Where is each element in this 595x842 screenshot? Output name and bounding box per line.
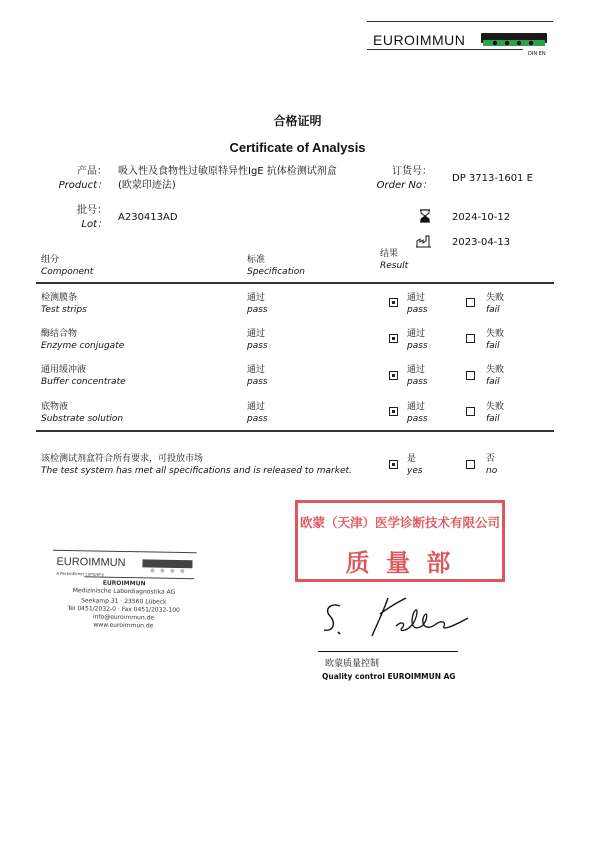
row-spec-en: pass: [247, 305, 268, 315]
hourglass-icon: [419, 208, 431, 227]
stamp-brand: EUROIMMUN: [56, 555, 126, 570]
fail-checkbox[interactable]: [466, 298, 475, 307]
table-bottom-rule: [36, 430, 554, 432]
fail-label-en: fail: [486, 377, 500, 387]
product-label-en: Product：: [58, 180, 107, 191]
row-spec-cn: 通过: [247, 293, 266, 303]
pass-label-en: pass: [407, 377, 428, 387]
pass-label-en: pass: [407, 305, 428, 315]
header-component-en: Component: [41, 267, 94, 277]
row-spec-en: pass: [247, 341, 268, 351]
pass-checkbox[interactable]: [389, 298, 398, 307]
stamp-line1: Medizinische Labordiagnostika AG: [72, 587, 176, 596]
stamp-logo-icon: [142, 559, 192, 568]
fail-checkbox[interactable]: [466, 407, 475, 416]
table-top-rule: [36, 282, 554, 284]
pass-label-cn: 通过: [407, 365, 426, 375]
header-bottom-rule: [367, 49, 523, 50]
row-component-en: Substrate solution: [41, 414, 124, 424]
product-value-line1: 吸入性及食物性过敏原特异性IgE 抗体检测试剂盒: [118, 166, 337, 177]
pass-checkbox[interactable]: [389, 407, 398, 416]
fail-label-en: fail: [486, 414, 500, 424]
release-text-cn: 该检测试剂盒符合所有要求，可投放市场: [41, 454, 204, 464]
seal-line1: 欧蒙（天津）医学诊断技术有限公司: [299, 515, 500, 530]
quality-control-en: Quality control EUROIMMUN AG: [322, 672, 456, 681]
brand-dots-icon: [481, 38, 547, 48]
product-value-line2: (欧蒙印迹法): [118, 180, 176, 191]
product-label-cn: 产品：: [77, 166, 107, 177]
lot-label-cn: 批号：: [77, 205, 107, 216]
no-checkbox[interactable]: [466, 460, 475, 469]
header-result-cn: 结果: [380, 249, 399, 259]
expiry-date: 2024-10-12: [452, 212, 511, 223]
stamp-top-rule: [53, 550, 197, 554]
header-top-rule: [367, 21, 553, 22]
fail-label-en: fail: [486, 305, 500, 315]
fail-checkbox[interactable]: [466, 334, 475, 343]
no-label-cn: 否: [486, 454, 496, 464]
row-component-en: Enzyme conjugate: [41, 341, 125, 351]
lot-label-en: Lot：: [81, 219, 107, 230]
row-spec-cn: 通过: [247, 329, 266, 339]
row-spec-cn: 通过: [247, 365, 266, 375]
row-component-cn: 检测膜条: [41, 293, 78, 303]
release-text-en: The test system has met all specifications and is released to market.: [41, 466, 352, 476]
signature-line: [318, 651, 458, 652]
order-label-cn: 订货号：: [392, 166, 432, 177]
yes-checkbox[interactable]: [389, 460, 398, 469]
pass-label-cn: 通过: [407, 293, 426, 303]
header-component-cn: 组分: [41, 255, 60, 265]
stamp-name: EUROIMMUN: [102, 579, 146, 588]
stamp-line2: Seekamp 31 · 23560 Lübeck: [81, 597, 167, 606]
title-en: Certificate of Analysis: [229, 140, 366, 155]
stamp-line3: Tel 0451/2032-0 · Fax 0451/2032-100: [67, 605, 180, 614]
quality-department-seal: [295, 500, 505, 582]
pass-label-cn: 通过: [407, 329, 426, 339]
fail-label-cn: 失败: [486, 329, 505, 339]
quality-control-cn: 欧蒙质量控制: [325, 659, 380, 669]
fail-checkbox[interactable]: [466, 371, 475, 380]
company-stamp: [49, 550, 198, 633]
fail-label-cn: 失败: [486, 293, 505, 303]
header-result-en: Result: [380, 261, 409, 271]
fail-label-cn: 失败: [486, 365, 505, 375]
row-component-en: Test strips: [41, 305, 87, 315]
pass-label-cn: 通过: [407, 402, 426, 412]
no-label-en: no: [486, 466, 498, 476]
stamp-tagline: A PerkinElmer company: [56, 570, 105, 577]
pass-label-en: pass: [407, 341, 428, 351]
header-spec-en: Specification: [247, 267, 305, 277]
yes-label-en: yes: [407, 466, 423, 476]
row-spec-cn: 通过: [247, 402, 266, 412]
yes-label-cn: 是: [407, 454, 417, 464]
pass-label-en: pass: [407, 414, 428, 424]
pass-checkbox[interactable]: [389, 371, 398, 380]
brand-logo-text: EUROIMMUN: [373, 32, 466, 48]
order-label-en: Order No：: [376, 180, 432, 191]
brand-logo-icon: [481, 33, 547, 43]
header-spec-cn: 标准: [247, 255, 266, 265]
row-component-cn: 通用缓冲液: [41, 365, 87, 375]
factory-icon: [416, 233, 431, 252]
manufacture-date: 2023-04-13: [452, 237, 511, 248]
row-component-cn: 酶结合物: [41, 329, 78, 339]
fail-label-en: fail: [486, 341, 500, 351]
pass-checkbox[interactable]: [389, 334, 398, 343]
brand-sub-text: DIN EN: [528, 51, 546, 57]
fail-label-cn: 失败: [486, 402, 505, 412]
order-value: DP 3713-1601 E: [452, 173, 533, 184]
signature: [318, 592, 473, 644]
row-component-cn: 底物液: [41, 402, 69, 412]
lot-value: A230413AD: [118, 212, 178, 223]
row-spec-en: pass: [247, 377, 268, 387]
row-spec-en: pass: [247, 414, 268, 424]
stamp-line5: www.euroimmun.de: [93, 621, 154, 630]
row-component-en: Buffer concentrate: [41, 377, 126, 387]
title-cn: 合格证明: [273, 114, 322, 128]
seal-line2: 质 量 部: [345, 548, 455, 577]
stamp-line4: info@euroimmun.de: [92, 613, 155, 622]
